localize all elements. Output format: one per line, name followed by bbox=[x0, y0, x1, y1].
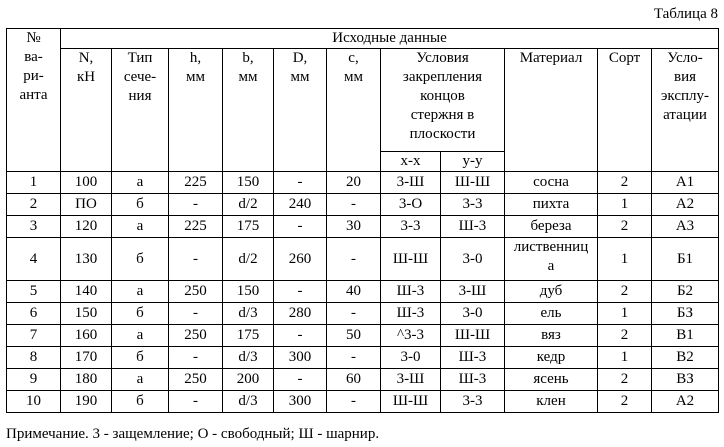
cell-c: - bbox=[327, 303, 381, 325]
cell-b: d/2 bbox=[223, 194, 274, 216]
cell-c: 50 bbox=[327, 325, 381, 347]
table-caption: Таблица 8 bbox=[653, 6, 718, 22]
cell-grade: 1 bbox=[598, 194, 652, 216]
cell-material: вяз bbox=[505, 325, 598, 347]
cell-c: - bbox=[327, 391, 381, 413]
cell-b: 175 bbox=[223, 325, 274, 347]
table-row bbox=[7, 172, 719, 194]
cell-variant: 1 bbox=[7, 172, 61, 194]
cell-h: - bbox=[169, 347, 223, 369]
cell-variant: 10 bbox=[7, 391, 61, 413]
table-body bbox=[7, 172, 719, 413]
cell-d: 300 bbox=[274, 391, 327, 413]
cell-conditions: В2 bbox=[652, 347, 719, 369]
cell-variant: 9 bbox=[7, 369, 61, 391]
cell-d: - bbox=[274, 216, 327, 238]
cell-fix-yy: Ш-Ш bbox=[441, 172, 505, 194]
cell-material: клен bbox=[505, 391, 598, 413]
cell-n: 170 bbox=[61, 347, 112, 369]
cell-c: - bbox=[327, 347, 381, 369]
cell-conditions: БЗ bbox=[652, 303, 719, 325]
cell-b: d/3 bbox=[223, 347, 274, 369]
cell-grade: 1 bbox=[598, 238, 652, 281]
cell-section: б bbox=[112, 194, 169, 216]
cell-fix-yy: Ш-3 bbox=[441, 369, 505, 391]
table-row bbox=[7, 325, 719, 347]
cell-fix-yy: 3-3 bbox=[441, 391, 505, 413]
cell-fix-yy: 3-3 bbox=[441, 194, 505, 216]
cell-c: 40 bbox=[327, 281, 381, 303]
cell-c: 30 bbox=[327, 216, 381, 238]
header-conditions: Усло- вия эксплу- атации bbox=[652, 49, 719, 172]
cell-c: 60 bbox=[327, 369, 381, 391]
cell-h: 225 bbox=[169, 172, 223, 194]
cell-fix-xx: 3-Ш bbox=[381, 369, 441, 391]
cell-fix-xx: Ш-Ш bbox=[381, 238, 441, 281]
cell-h: 225 bbox=[169, 216, 223, 238]
cell-h: - bbox=[169, 391, 223, 413]
header-variant: № ва- ри- анта bbox=[7, 29, 61, 172]
header-c: c, мм bbox=[327, 49, 381, 172]
cell-d: - bbox=[274, 325, 327, 347]
cell-fix-yy: Ш-3 bbox=[441, 347, 505, 369]
cell-b: d/3 bbox=[223, 303, 274, 325]
cell-b: d/3 bbox=[223, 391, 274, 413]
header-h: h, мм bbox=[169, 49, 223, 172]
cell-conditions: В1 bbox=[652, 325, 719, 347]
cell-d: 240 bbox=[274, 194, 327, 216]
cell-b: d/2 bbox=[223, 238, 274, 281]
cell-grade: 1 bbox=[598, 303, 652, 325]
cell-b: 150 bbox=[223, 281, 274, 303]
cell-n: 160 bbox=[61, 325, 112, 347]
cell-section: б bbox=[112, 303, 169, 325]
cell-material: ель bbox=[505, 303, 598, 325]
cell-material: лиственниц а bbox=[505, 238, 598, 281]
cell-section: б bbox=[112, 391, 169, 413]
header-section-type: Тип сече- ния bbox=[112, 49, 169, 172]
cell-h: - bbox=[169, 303, 223, 325]
cell-grade: 2 bbox=[598, 325, 652, 347]
data-table bbox=[6, 28, 719, 413]
cell-fix-yy: 3-0 bbox=[441, 303, 505, 325]
table-row bbox=[7, 238, 719, 281]
cell-fix-xx: 3-3 bbox=[381, 216, 441, 238]
cell-fix-xx: 3-О bbox=[381, 194, 441, 216]
cell-n: 180 bbox=[61, 369, 112, 391]
cell-variant: 6 bbox=[7, 303, 61, 325]
cell-n: 130 bbox=[61, 238, 112, 281]
cell-section: а bbox=[112, 325, 169, 347]
table-row bbox=[7, 216, 719, 238]
cell-material: сосна bbox=[505, 172, 598, 194]
cell-conditions: ВЗ bbox=[652, 369, 719, 391]
header-material: Материал bbox=[505, 49, 598, 172]
cell-variant: 3 bbox=[7, 216, 61, 238]
cell-conditions: Б1 bbox=[652, 238, 719, 281]
cell-variant: 5 bbox=[7, 281, 61, 303]
table-row bbox=[7, 369, 719, 391]
cell-fix-xx: Ш-Ш bbox=[381, 391, 441, 413]
cell-section: б bbox=[112, 238, 169, 281]
cell-fix-yy: 3-Ш bbox=[441, 281, 505, 303]
table-row bbox=[7, 281, 719, 303]
cell-n: 140 bbox=[61, 281, 112, 303]
cell-n: 120 bbox=[61, 216, 112, 238]
cell-variant: 2 bbox=[7, 194, 61, 216]
cell-h: - bbox=[169, 238, 223, 281]
cell-conditions: А1 bbox=[652, 172, 719, 194]
cell-grade: 2 bbox=[598, 172, 652, 194]
cell-fix-xx: 3-0 bbox=[381, 347, 441, 369]
table-row bbox=[7, 391, 719, 413]
cell-n: ПО bbox=[61, 194, 112, 216]
cell-fix-yy: Ш-Ш bbox=[441, 325, 505, 347]
cell-conditions: А2 bbox=[652, 194, 719, 216]
cell-conditions: А3 bbox=[652, 216, 719, 238]
cell-conditions: А2 bbox=[652, 391, 719, 413]
cell-material: дуб bbox=[505, 281, 598, 303]
cell-h: 250 bbox=[169, 281, 223, 303]
header-b: b, мм bbox=[223, 49, 274, 172]
cell-grade: 2 bbox=[598, 391, 652, 413]
cell-n: 190 bbox=[61, 391, 112, 413]
cell-h: - bbox=[169, 194, 223, 216]
cell-c: - bbox=[327, 238, 381, 281]
header-group: Исходные данные bbox=[61, 29, 719, 49]
cell-variant: 7 bbox=[7, 325, 61, 347]
cell-grade: 2 bbox=[598, 369, 652, 391]
cell-conditions: Б2 bbox=[652, 281, 719, 303]
cell-fix-yy: 3-0 bbox=[441, 238, 505, 281]
cell-fix-xx: 3-Ш bbox=[381, 172, 441, 194]
header-xx: x-x bbox=[381, 152, 441, 172]
table-row bbox=[7, 303, 719, 325]
header-grade: Сорт bbox=[598, 49, 652, 172]
cell-b: 175 bbox=[223, 216, 274, 238]
cell-grade: 1 bbox=[598, 347, 652, 369]
cell-d: 300 bbox=[274, 347, 327, 369]
table-note: Примечание. 3 - защемление; О - свободный; Ш - шарнир. bbox=[6, 426, 380, 442]
header-yy: y-y bbox=[441, 152, 505, 172]
cell-d: - bbox=[274, 369, 327, 391]
cell-material: береза bbox=[505, 216, 598, 238]
cell-n: 100 bbox=[61, 172, 112, 194]
cell-section: а bbox=[112, 369, 169, 391]
cell-d: 260 bbox=[274, 238, 327, 281]
cell-material: пихта bbox=[505, 194, 598, 216]
cell-section: а bbox=[112, 216, 169, 238]
header-d: D, мм bbox=[274, 49, 327, 172]
cell-n: 150 bbox=[61, 303, 112, 325]
cell-fix-xx: ^3-3 bbox=[381, 325, 441, 347]
cell-fix-xx: Ш-3 bbox=[381, 281, 441, 303]
cell-section: а bbox=[112, 172, 169, 194]
cell-material: ясень bbox=[505, 369, 598, 391]
cell-c: 20 bbox=[327, 172, 381, 194]
table-row bbox=[7, 347, 719, 369]
cell-section: а bbox=[112, 281, 169, 303]
cell-h: 250 bbox=[169, 325, 223, 347]
cell-d: 280 bbox=[274, 303, 327, 325]
cell-d: - bbox=[274, 281, 327, 303]
cell-variant: 4 bbox=[7, 238, 61, 281]
cell-fix-yy: Ш-3 bbox=[441, 216, 505, 238]
cell-section: б bbox=[112, 347, 169, 369]
table-row bbox=[7, 194, 719, 216]
cell-b: 200 bbox=[223, 369, 274, 391]
cell-b: 150 bbox=[223, 172, 274, 194]
header-n: N, кН bbox=[61, 49, 112, 172]
cell-grade: 2 bbox=[598, 216, 652, 238]
cell-d: - bbox=[274, 172, 327, 194]
header-fixing: Условия закрепления концов стержня в плоскости bbox=[381, 49, 505, 152]
cell-h: 250 bbox=[169, 369, 223, 391]
cell-fix-xx: Ш-3 bbox=[381, 303, 441, 325]
cell-variant: 8 bbox=[7, 347, 61, 369]
cell-c: - bbox=[327, 194, 381, 216]
cell-material: кедр bbox=[505, 347, 598, 369]
cell-grade: 2 bbox=[598, 281, 652, 303]
